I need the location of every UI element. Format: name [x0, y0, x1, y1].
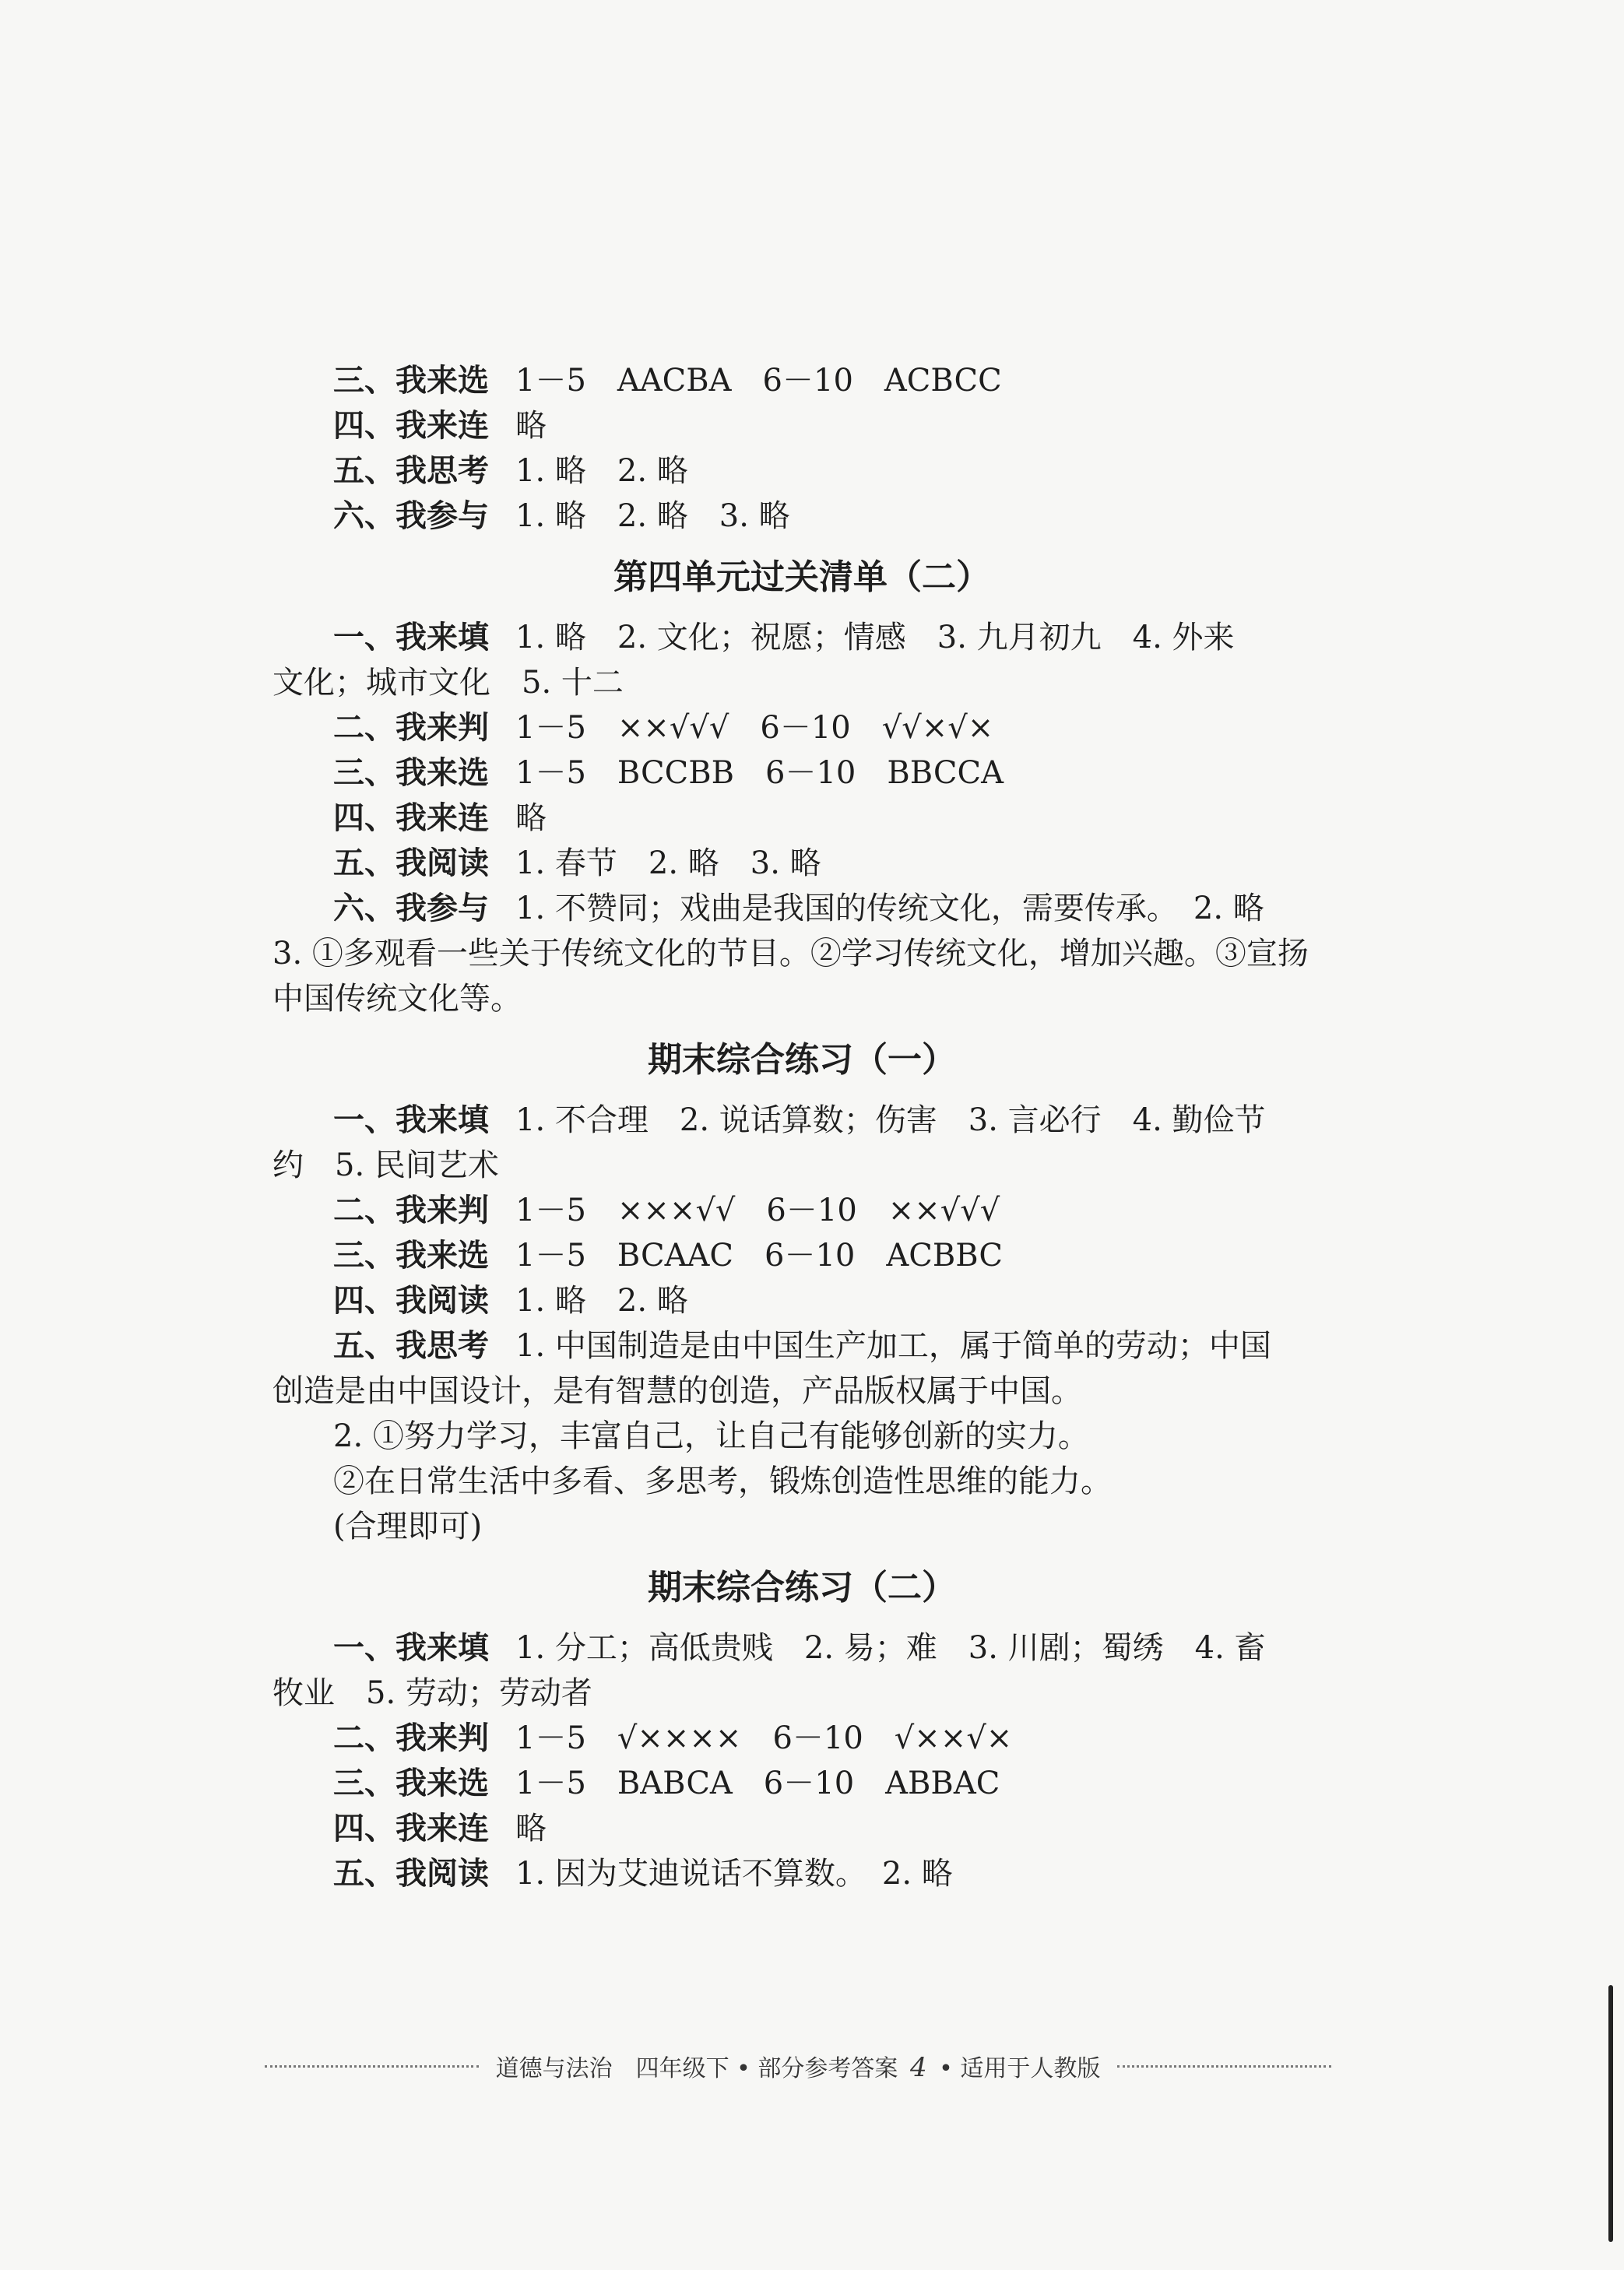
question-label: 五、我阅读 [333, 845, 489, 881]
question-label: 五、我思考 [333, 453, 489, 489]
section-heading: 期末综合练习（一） [648, 1040, 956, 1080]
question-label: 三、我来选 [333, 363, 489, 399]
footer-page-number: 4 [909, 2052, 927, 2083]
footer-right-rule [1117, 2065, 1331, 2068]
answer-row [272, 1625, 1331, 1671]
answer-text: 略 [515, 408, 547, 444]
answer-row [272, 841, 1331, 886]
answer-text: ②在日常生活中多看、多思考，锻炼创造性思维的能力。 [333, 1464, 1112, 1499]
answer-text: 略 [515, 1811, 547, 1847]
question-label: 四、我来连 [333, 800, 489, 836]
answer-content [272, 358, 1331, 1896]
answer-row [272, 1761, 1331, 1806]
section-heading: 第四单元过关清单（二） [613, 557, 990, 597]
scan-edge-shadow [1608, 1985, 1613, 2242]
answer-row [272, 705, 1331, 750]
answer-row [272, 358, 1331, 403]
answer-text: 1. 不赞同；戏曲是我国的传统文化，需要传承。 2. 略 [515, 891, 1264, 926]
question-label: 二、我来判 [333, 710, 489, 746]
answer-row [272, 1806, 1331, 1851]
answer-continuation: 牧业 5. 劳动；劳动者 [272, 1675, 592, 1711]
question-label: 三、我来选 [333, 1238, 489, 1274]
answer-row [272, 1459, 1331, 1504]
answer-continuation: 创造是由中国设计，是有智慧的创造，产品版权属于中国。 [272, 1373, 1082, 1409]
answer-row [272, 1098, 1331, 1143]
answer-text: 1. 略 2. 略 [515, 453, 688, 489]
answer-row [272, 1278, 1331, 1323]
answer-continuation: 文化；城市文化 5. 十二 [272, 665, 624, 701]
answer-row [272, 1233, 1331, 1278]
answer-text: 2. ①努力学习，丰富自己，让自己有能够创新的实力。 [333, 1418, 1089, 1454]
answer-text: 1－5 BABCA 6－10 ABBAC [515, 1766, 1000, 1801]
answer-row [272, 1414, 1331, 1459]
question-label: 四、我来连 [333, 1811, 489, 1847]
page-footer [265, 2049, 1331, 2083]
answer-row [272, 750, 1331, 796]
question-label: 五、我思考 [333, 1328, 489, 1364]
answer-text: 1. 因为艾迪说话不算数。 2. 略 [515, 1856, 953, 1892]
answer-text: 1－5 BCAAC 6－10 ACBBC [515, 1238, 1003, 1274]
question-label: 三、我来选 [333, 755, 489, 791]
question-label: 二、我来判 [333, 1193, 489, 1228]
question-label: 一、我来填 [333, 620, 489, 655]
answer-text: 1. 略 2. 略 3. 略 [515, 498, 790, 534]
footer-title: 道德与法治 四年级下 • 部分参考答案 [495, 2055, 898, 2082]
answer-text: 1. 略 2. 文化；祝愿；情感 3. 九月初九 4. 外来 [515, 620, 1235, 655]
footer-edition: • 适用于人教版 [939, 2055, 1101, 2082]
answer-row [272, 796, 1331, 841]
answer-row [272, 494, 1331, 539]
answer-text: 1－5 AACBA 6－10 ACBCC [515, 363, 1002, 399]
answer-text: 1. 略 2. 略 [515, 1283, 688, 1319]
answer-row [272, 1504, 1331, 1549]
footer-left-rule [265, 2065, 479, 2068]
answer-text: 1. 中国制造是由中国生产加工，属于简单的劳动；中国 [515, 1328, 1271, 1364]
question-label: 四、我来连 [333, 408, 489, 444]
answer-row [272, 448, 1331, 494]
answer-continuation: 3. ①多观看一些关于传统文化的节目。②学习传统文化，增加兴趣。③宣扬中国传统文化等。 [272, 936, 1309, 1017]
question-label: 二、我来判 [333, 1720, 489, 1756]
question-label: 六、我参与 [333, 498, 489, 534]
answer-text: 1. 不合理 2. 说话算数；伤害 3. 言必行 4. 勤俭节 [515, 1102, 1266, 1138]
answer-text: 1－5 ××√√√ 6－10 √√×√× [515, 710, 994, 746]
answer-row [272, 1851, 1331, 1896]
answer-row [272, 615, 1331, 660]
answer-text: 1－5 √×××× 6－10 √××√× [515, 1720, 1013, 1756]
section-heading: 期末综合练习（二） [648, 1568, 956, 1608]
question-label: 五、我阅读 [333, 1856, 489, 1892]
answer-text: 略 [515, 800, 547, 836]
answer-row [272, 1716, 1331, 1761]
answer-row [272, 1323, 1331, 1369]
question-label: 四、我阅读 [333, 1283, 489, 1319]
answer-text: 1. 分工；高低贵贱 2. 易；难 3. 川剧；蜀绣 4. 畜 [515, 1630, 1266, 1666]
question-label: 六、我参与 [333, 891, 489, 926]
answer-continuation: 约 5. 民间艺术 [272, 1147, 499, 1183]
answer-row [272, 1188, 1331, 1233]
answer-text: 1. 春节 2. 略 3. 略 [515, 845, 821, 881]
answer-text: 1－5 ×××√√ 6－10 ××√√√ [515, 1193, 1000, 1228]
footer-text [479, 2049, 1118, 2083]
answer-text: (合理即可) [333, 1509, 483, 1544]
question-label: 一、我来填 [333, 1630, 489, 1666]
answer-text: 1－5 BCCBB 6－10 BBCCA [515, 755, 1004, 791]
question-label: 三、我来选 [333, 1766, 489, 1801]
question-label: 一、我来填 [333, 1102, 489, 1138]
answer-row [272, 886, 1331, 931]
answer-row [272, 403, 1331, 448]
